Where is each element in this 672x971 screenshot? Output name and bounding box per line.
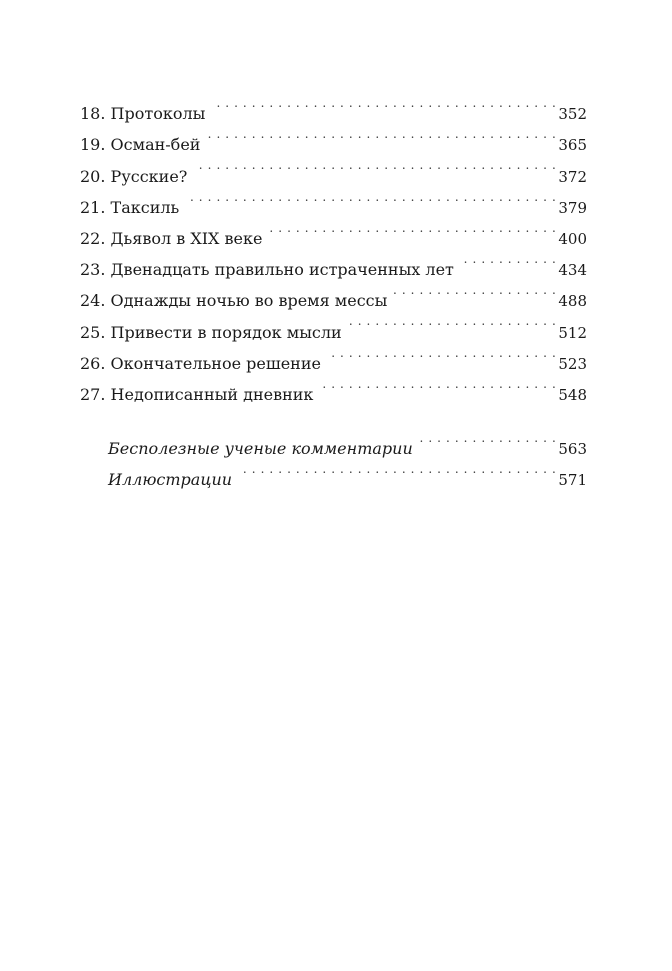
chapter-number: 23. — [80, 260, 106, 280]
chapter-title: Дьявол в XIX веке — [110, 228, 263, 248]
chapter-number: 19. — [80, 135, 106, 155]
table-of-contents — [80, 88, 587, 490]
page-number: 523 — [558, 354, 587, 373]
page-number: 372 — [558, 167, 587, 186]
chapter-number: 20. — [80, 166, 106, 186]
dot-leader — [268, 213, 556, 244]
dot-leader — [460, 244, 556, 275]
chapter-title: Осман-бей — [110, 135, 201, 155]
toc-appendix-entry — [80, 423, 587, 459]
dot-leader — [206, 119, 556, 150]
chapter-title: Привести в порядок мысли — [110, 322, 342, 342]
chapter-title: Окончательное решение — [110, 353, 321, 373]
appendix-title: Бесполезные ученые комментарии — [108, 439, 413, 459]
dot-leader — [193, 150, 556, 181]
chapter-number: 22. — [80, 228, 106, 248]
appendix-title: Иллюстрации — [108, 470, 233, 490]
chapter-title: Недописанный дневник — [110, 384, 314, 404]
page-number: 488 — [558, 292, 587, 311]
chapter-title: Двенадцать правильно истраченных лет — [110, 260, 454, 280]
dot-leader — [348, 306, 557, 337]
chapter-number: 25. — [80, 322, 106, 342]
dot-leader — [319, 369, 556, 400]
toc-entry — [80, 88, 587, 124]
dot-leader — [419, 423, 557, 454]
chapter-number: 21. — [80, 197, 106, 217]
chapter-title: Таксиль — [110, 197, 180, 217]
dot-leader — [185, 182, 556, 213]
dot-leader — [211, 88, 556, 119]
page-number: 379 — [558, 198, 587, 217]
chapter-number: 27. — [80, 384, 106, 404]
chapter-title: Однажды ночью во время мессы — [110, 291, 388, 311]
page-number: 400 — [558, 229, 587, 248]
page-number: 571 — [558, 471, 587, 490]
dot-leader — [393, 275, 556, 306]
dot-leader — [327, 338, 556, 369]
dot-leader — [238, 454, 556, 485]
chapter-title: Протоколы — [110, 104, 206, 124]
page-number: 563 — [558, 440, 587, 459]
page-number: 434 — [558, 261, 587, 280]
chapter-number: 18. — [80, 104, 106, 124]
chapter-number: 24. — [80, 291, 106, 311]
chapter-title: Русские? — [110, 166, 188, 186]
page-number: 548 — [558, 385, 587, 404]
page-number: 365 — [558, 136, 587, 155]
page-number: 352 — [558, 105, 587, 124]
page-number: 512 — [558, 323, 587, 342]
chapter-number: 26. — [80, 353, 106, 373]
